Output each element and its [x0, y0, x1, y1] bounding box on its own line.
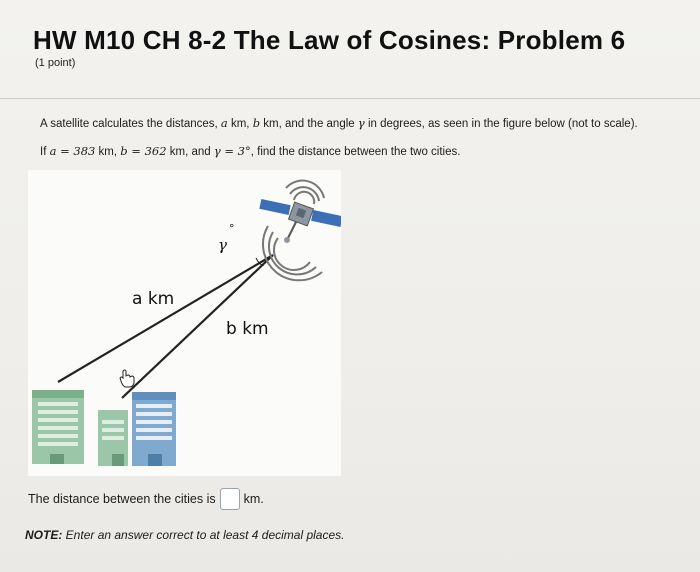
- var-a: a: [220, 116, 228, 130]
- given-text: km,: [95, 146, 121, 158]
- given-gamma: γ = 3°: [213, 144, 251, 158]
- answer-input[interactable]: [220, 488, 240, 510]
- label-gamma: γ: [218, 236, 227, 254]
- divider: [0, 98, 700, 99]
- problem-description: [40, 116, 638, 130]
- label-degree: °: [229, 222, 235, 235]
- answer-suffix: km.: [243, 492, 264, 506]
- figure-svg: [28, 170, 341, 476]
- problem-text: A satellite calculates the distances,: [40, 118, 221, 130]
- answer-prefix: The distance between the cities is: [28, 492, 216, 506]
- answer-row: [28, 488, 264, 510]
- points-label: (1 point): [35, 57, 76, 69]
- given-text: If: [40, 146, 50, 158]
- signal-waves-icon: [263, 181, 324, 281]
- building-icon: [32, 390, 84, 464]
- note-text: Enter an answer correct to at least 4 decimal places.: [62, 528, 345, 542]
- var-gamma: γ: [357, 116, 365, 130]
- given-values: [40, 144, 460, 158]
- var-b: b: [252, 116, 261, 130]
- note: [25, 528, 344, 542]
- problem-text: in degrees, as seen in the figure below (not to scale).: [364, 118, 638, 130]
- problem-figure: [28, 170, 341, 476]
- problem-text: km,: [227, 118, 253, 130]
- problem-text: km, and the angle: [260, 118, 358, 130]
- label-a: a km: [132, 289, 175, 309]
- satellite-icon: [259, 181, 341, 281]
- building-icon: [98, 392, 176, 466]
- label-b: b km: [226, 319, 269, 339]
- given-text: km, and: [166, 146, 214, 158]
- given-a: a = 383: [49, 144, 96, 158]
- note-label: NOTE:: [25, 528, 63, 542]
- page-title: HW M10 CH 8-2 The Law of Cosines: Problem 6: [33, 25, 626, 55]
- given-text: , find the distance between the two cities.: [250, 146, 461, 158]
- given-b: b = 362: [120, 144, 167, 158]
- hand-cursor-icon: [120, 370, 134, 387]
